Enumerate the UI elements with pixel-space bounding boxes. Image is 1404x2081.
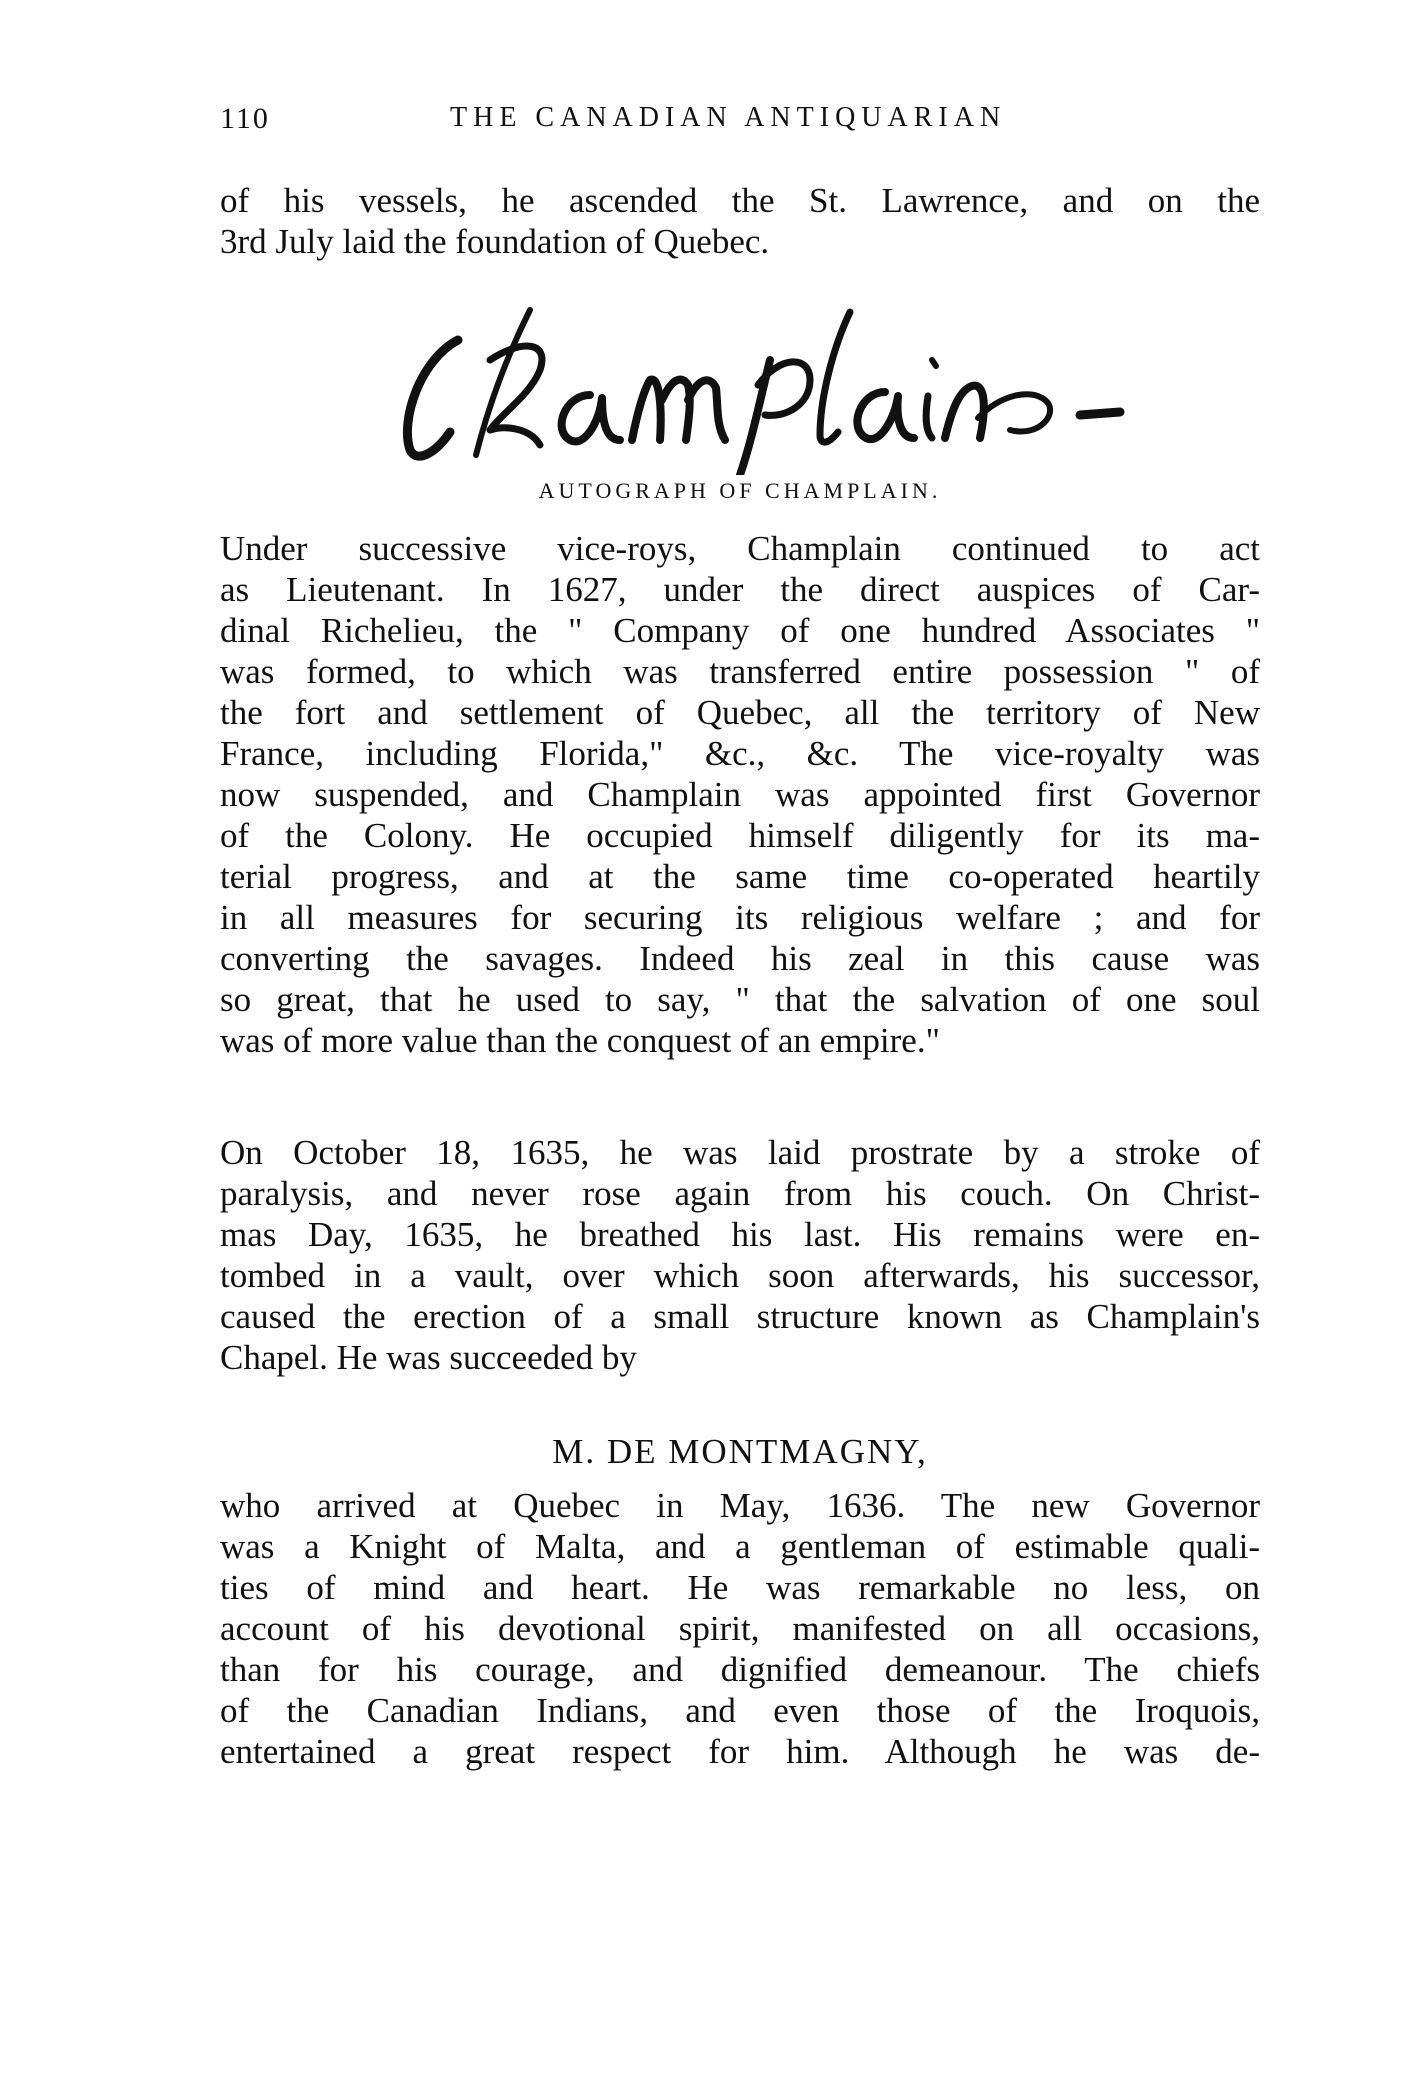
text-line: On October 18, 1635, he was laid prostrate by a stroke of bbox=[220, 1133, 1260, 1172]
text-line: was formed, to which was transferred entire possession " of bbox=[220, 652, 1260, 691]
paragraph-2 bbox=[220, 1132, 1260, 1378]
text-line: dinal Richelieu, the " Company of one hundred Associates " bbox=[220, 611, 1260, 650]
text-line: paralysis, and never rose again from his couch. On Christ- bbox=[220, 1174, 1260, 1213]
text-line: as Lieutenant. In 1627, under the direct auspices of Car- bbox=[220, 570, 1260, 609]
champlain-signature bbox=[380, 300, 1180, 475]
text-line: of his vessels, he ascended the St. Lawrence, and on the bbox=[220, 181, 1260, 220]
text-line: than for his courage, and dignified demeanour. The chiefs bbox=[220, 1650, 1260, 1689]
text-line: of the Colony. He occupied himself diligently for its ma- bbox=[220, 816, 1260, 855]
text-line: France, including Florida," &c., &c. The vice-royalty was bbox=[220, 734, 1260, 773]
text-line: who arrived at Quebec in May, 1636. The new Governor bbox=[220, 1486, 1260, 1525]
text-line: so great, that he used to say, " that the salvation of one soul bbox=[220, 980, 1260, 1019]
page-number: 110 bbox=[220, 102, 270, 135]
paragraph-1 bbox=[220, 528, 1260, 1061]
text-line: 3rd July laid the foundation of Quebec. bbox=[220, 222, 770, 261]
text-line: Chapel. He was succeeded by bbox=[220, 1338, 637, 1377]
text-line: converting the savages. Indeed his zeal in this cause was bbox=[220, 939, 1260, 978]
journal-title: THE CANADIAN ANTIQUARIAN bbox=[450, 102, 1007, 133]
text-line: terial progress, and at the same time co-operated heartily bbox=[220, 857, 1260, 896]
paragraph-3 bbox=[220, 1485, 1260, 1772]
text-line: was a Knight of Malta, and a gentleman of estimable quali- bbox=[220, 1527, 1260, 1566]
text-line: mas Day, 1635, he breathed his last. His remains were en- bbox=[220, 1215, 1260, 1254]
text-line: was of more value than the conquest of an empire." bbox=[220, 1021, 940, 1060]
section-heading: M. DE MONTMAGNY, bbox=[552, 1432, 928, 1471]
text-line: caused the erection of a small structure known as Champlain's bbox=[220, 1297, 1260, 1336]
signature-caption: AUTOGRAPH OF CHAMPLAIN. bbox=[538, 478, 942, 503]
text-line: in all measures for securing its religious welfare ; and for bbox=[220, 898, 1260, 937]
text-line: Under successive vice-roys, Champlain continued to act bbox=[220, 529, 1260, 568]
text-line: now suspended, and Champlain was appointed first Governor bbox=[220, 775, 1260, 814]
text-line: the fort and settlement of Quebec, all the territory of New bbox=[220, 693, 1260, 732]
opening-text bbox=[220, 180, 1260, 262]
running-head bbox=[220, 102, 1260, 142]
text-line: of the Canadian Indians, and even those of the Iroquois, bbox=[220, 1691, 1260, 1730]
text-line: tombed in a vault, over which soon afterwards, his successor, bbox=[220, 1256, 1260, 1295]
text-line: entertained a great respect for him. Although he was de- bbox=[220, 1732, 1260, 1771]
text-line: account of his devotional spirit, manifested on all occasions, bbox=[220, 1609, 1260, 1648]
text-line: ties of mind and heart. He was remarkable no less, on bbox=[220, 1568, 1260, 1607]
